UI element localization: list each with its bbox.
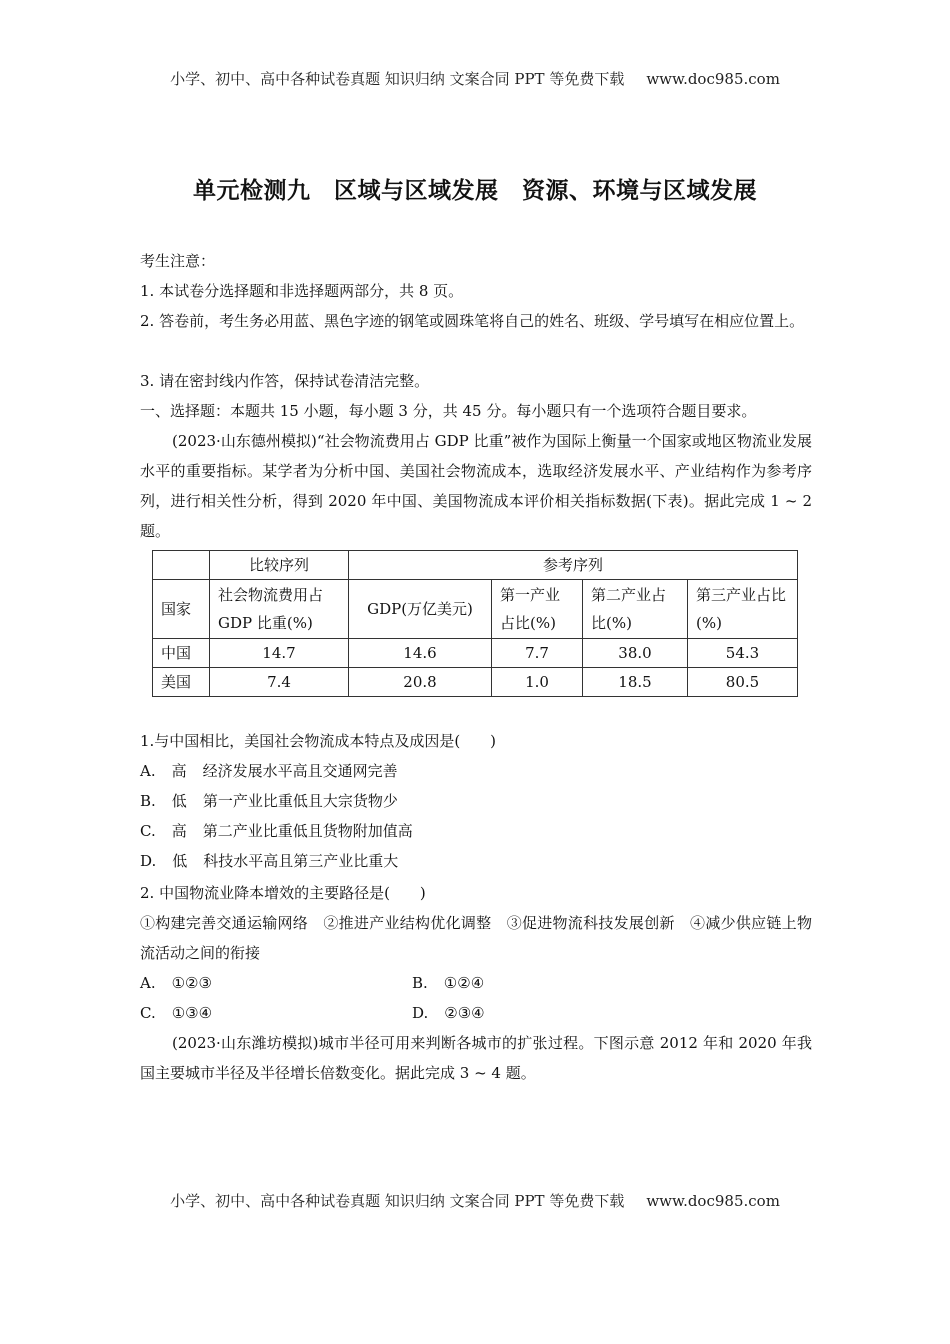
question-2-statements: ①构建完善交通运输网络 ②推进产业结构优化调整 ③促进物流科技发展创新 ④减少供应链上物流活动之间的衔接 [140, 914, 812, 962]
option-grade: 高 [171, 822, 187, 840]
option-key: D. [140, 852, 157, 870]
table-cell-ratio: 14.7 [210, 639, 349, 668]
notice-item-3: 3. 请在密封线内作答，保持试卷清洁完整。 [140, 372, 430, 390]
material-paragraph-2 [140, 1028, 812, 1088]
page-footer [0, 1190, 950, 1211]
option-key: D. [412, 1004, 429, 1022]
question-1-stem: 1.与中国相比，美国社会物流成本特点及成因是( ) [140, 732, 497, 750]
table-cell-ratio: 7.4 [210, 668, 349, 697]
material-text-2: (2023·山东潍坊模拟)城市半径可用来判断各城市的扩张过程。下图示意 2012 年和 2020 年我国主要城市半径及半径增长倍数变化。据此完成 3 ~ 4 题。 [140, 1034, 812, 1082]
notice-heading: 考生注意： [140, 252, 216, 270]
q2-option-a[interactable] [140, 968, 212, 998]
header-text: 小学、初中、高中各种试卷真题 知识归纳 文案合同 PPT 等免费下载 [170, 70, 625, 88]
footer-text: 小学、初中、高中各种试卷真题 知识归纳 文案合同 PPT 等免费下载 [170, 1192, 625, 1210]
q2-option-c[interactable] [140, 998, 212, 1028]
option-grade: 低 [171, 792, 187, 810]
page-header [0, 68, 950, 89]
table-cell-secondary: 38.0 [583, 639, 688, 668]
option-text: ①②③ [171, 974, 212, 992]
table-group-row [153, 551, 798, 580]
option-text: 经济发展水平高且交通网完善 [202, 762, 398, 780]
table-header-tertiary: 第三产业占比(%) [688, 580, 798, 639]
option-text: ①③④ [171, 1004, 213, 1022]
question-2-stem: 2. 中国物流业降本增效的主要路径是( ) [140, 884, 426, 902]
option-key: B. [140, 792, 156, 810]
table-cell-tertiary: 54.3 [688, 639, 798, 668]
footer-url[interactable]: www.doc985.com [646, 1192, 780, 1210]
section-heading: 一、选择题：本题共 15 小题，每小题 3 分，共 45 分。每小题只有一个选项符合题目要求。 [140, 402, 757, 420]
header-url[interactable]: www.doc985.com [646, 70, 780, 88]
q2-option-d[interactable] [412, 998, 485, 1028]
option-text: ②③④ [444, 1004, 485, 1022]
table-header-gdp: GDP(万亿美元) [349, 580, 492, 639]
table-header-country: 国家 [153, 580, 210, 639]
option-text: 科技水平高且第三产业比重大 [203, 852, 399, 870]
option-grade: 低 [172, 852, 188, 870]
table-cell-country: 美国 [153, 668, 210, 697]
table-cell-gdp: 20.8 [349, 668, 492, 697]
page-title: 单元检测九 区域与区域发展 资源、环境与区域发展 [193, 178, 757, 204]
table-group-reference: 参考序列 [349, 551, 798, 580]
option-key: C. [140, 822, 156, 840]
table-cell-secondary: 18.5 [583, 668, 688, 697]
option-key: A. [140, 762, 156, 780]
table-cell-country: 中国 [153, 639, 210, 668]
table-cell-gdp: 14.6 [349, 639, 492, 668]
q2-option-b[interactable] [412, 968, 484, 998]
option-text: 第二产业比重低且货物附加值高 [202, 822, 413, 840]
notice-item-2: 2. 答卷前，考生务必用蓝、黑色字迹的钢笔或圆珠笔将自己的姓名、班级、学号填写在相应位置上。 [140, 312, 805, 330]
table-row [153, 639, 798, 668]
table-header-row [153, 580, 798, 639]
table-corner-cell [153, 551, 210, 580]
option-grade: 高 [171, 762, 187, 780]
option-key: B. [412, 974, 428, 992]
material-text-1: (2023·山东德州模拟)“社会物流费用占 GDP 比重”被作为国际上衡量一个国家或地区物流业发展水平的重要指标。某学者为分析中国、美国社会物流成本，选取经济发展水平、产业结构作为参考序列，进行相关性分析，得到 2020 年中国、美国物流成本评价相关指标数据(下表)。据此完成 1 ~ 2 题。 [140, 432, 812, 540]
table-row [153, 668, 798, 697]
table-group-compare: 比较序列 [210, 551, 349, 580]
option-text: 第一产业比重低且大宗货物少 [202, 792, 398, 810]
table-header-ratio: 社会物流费用占 GDP 比重(%) [210, 580, 349, 639]
table-cell-primary: 7.7 [492, 639, 583, 668]
q1-option-a[interactable] [140, 756, 398, 786]
option-key: A. [140, 974, 156, 992]
q1-option-b[interactable] [140, 786, 398, 816]
table-header-primary: 第一产业占比(%) [492, 580, 583, 639]
q1-option-c[interactable] [140, 816, 413, 846]
q1-option-d[interactable] [140, 846, 398, 876]
logistics-data-table [152, 550, 798, 697]
table-cell-tertiary: 80.5 [688, 668, 798, 697]
table-cell-primary: 1.0 [492, 668, 583, 697]
option-key: C. [140, 1004, 156, 1022]
notice-item-1: 1. 本试卷分选择题和非选择题两部分，共 8 页。 [140, 282, 464, 300]
table-header-secondary: 第二产业占比(%) [583, 580, 688, 639]
option-text: ①②④ [443, 974, 485, 992]
material-paragraph-1 [140, 426, 812, 546]
